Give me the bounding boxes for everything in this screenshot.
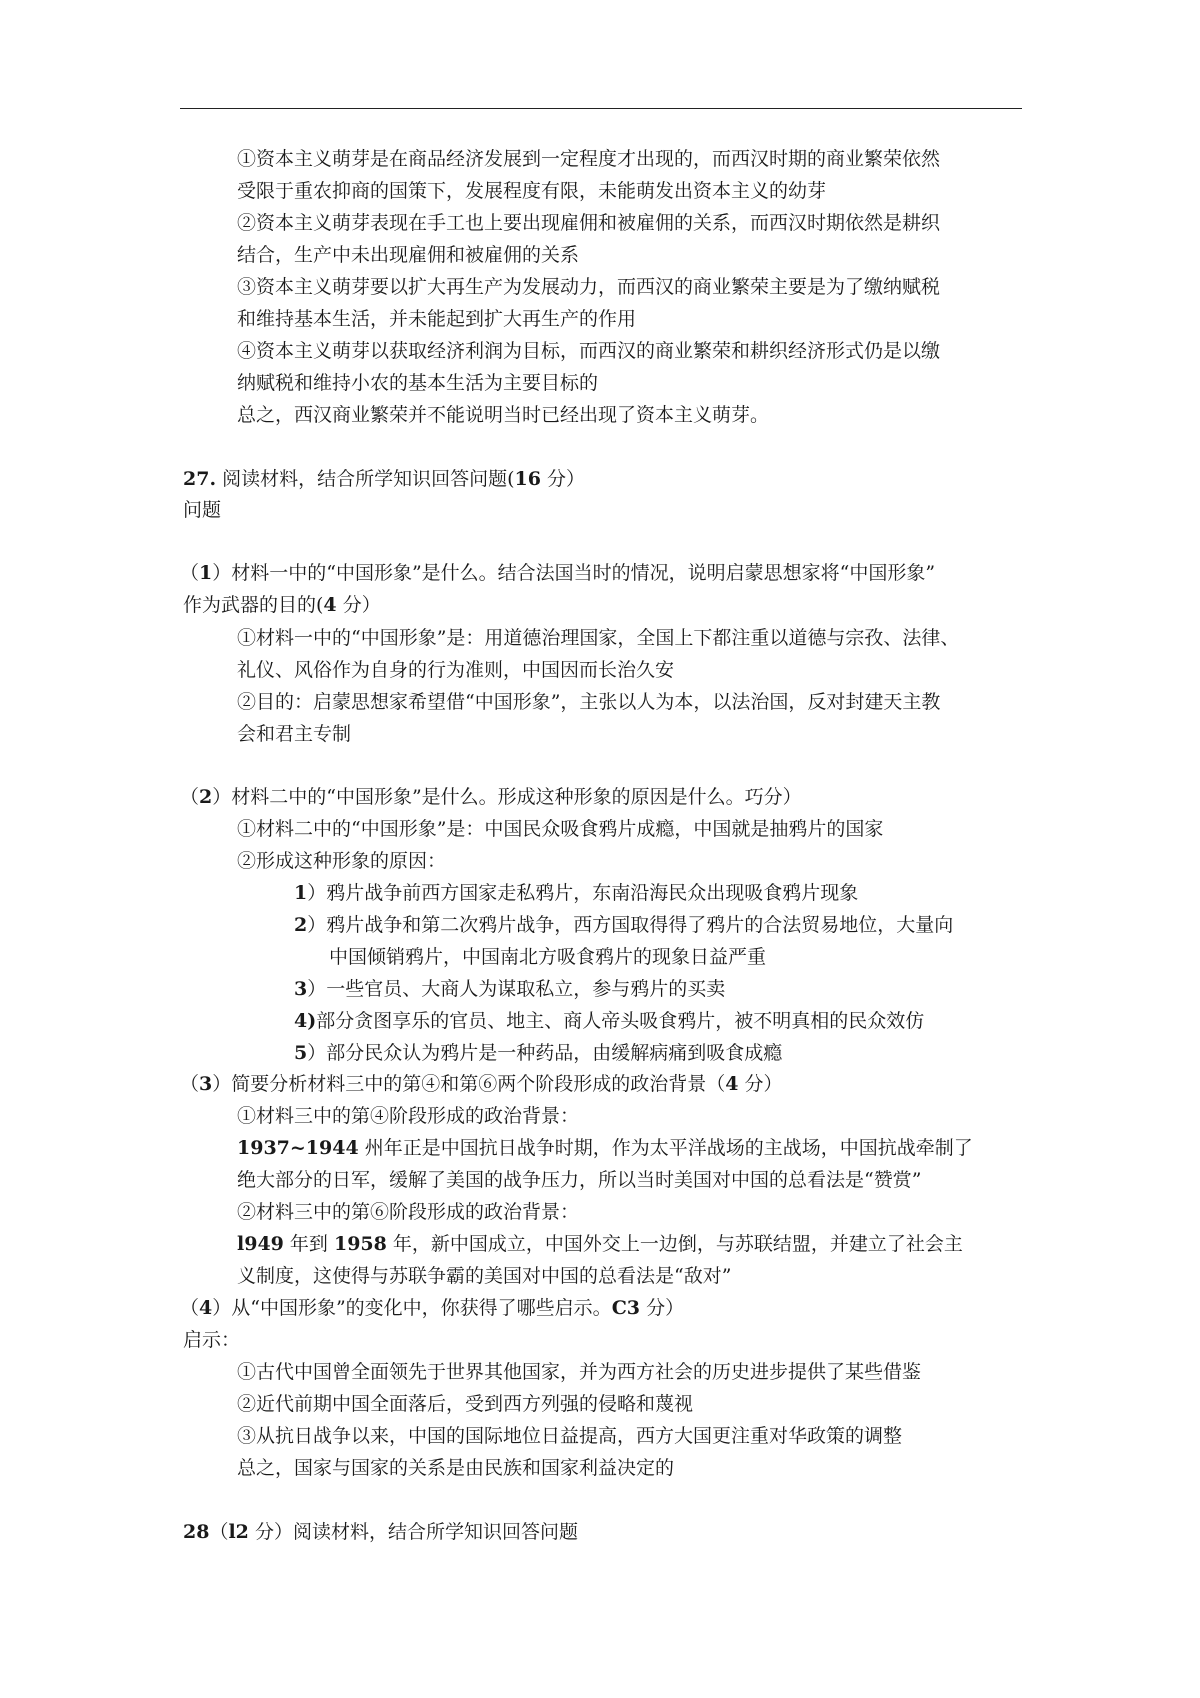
subquestion-text: 分） [640, 1297, 685, 1319]
paren-open: （ [180, 562, 200, 584]
reason-item [294, 880, 858, 906]
reason-text: ）鸦片战争前西方国家走私鸦片，东南沿海民众出现吸食鸦片现象 [307, 882, 859, 904]
answer-line: 受限于重农抑商的国策下，发展程度有限，未能萌发出资本主义的幼芽 [237, 180, 827, 202]
reason-item-cont: 中国倾销鸦片，中国南北方吸食鸦片的现象日益严重 [329, 946, 767, 968]
answer-line: ①材料三中的第④阶段形成的政治背景： [237, 1105, 580, 1127]
insights-label: 启示： [183, 1329, 241, 1351]
answer-line [237, 1135, 973, 1161]
reason-number: 4) [294, 1010, 317, 1032]
paren-open: （ [180, 786, 200, 808]
question-heading [183, 466, 585, 492]
year: 1958 [333, 1233, 387, 1255]
answer-line: 结合，生产中未出现雇佣和被雇佣的关系 [237, 244, 580, 266]
header-rule [180, 108, 1022, 109]
answer-line: ①古代中国曾全面领先于世界其他国家，并为西方社会的历史进步提供了某些借鉴 [237, 1361, 922, 1383]
answer-line: ④资本主义萌芽以获取经济利润为目标，而西汉的商业繁荣和耕织经济形式仍是以缴 [237, 340, 941, 362]
reason-item [294, 1040, 782, 1066]
question-title: 分）阅读材料，结合所学知识回答问题 [248, 1521, 578, 1543]
answer-line: 义制度，这使得与苏联争霸的美国对中国的总看法是“敌对” [237, 1265, 732, 1287]
answer-line: ①材料二中的“中国形象”是：中国民众吸食鸦片成瘾，中国就是抽鸦片的国家 [237, 818, 884, 840]
question-score: l2 [228, 1521, 249, 1543]
reason-number: 2 [294, 914, 308, 936]
answer-line: ②形成这种形象的原因： [237, 850, 447, 872]
answer-line: ②材料三中的第⑥阶段形成的政治背景： [237, 1201, 580, 1223]
question-number: 28 [183, 1521, 210, 1543]
reason-item [294, 912, 953, 938]
answer-line: ②资本主义萌芽表现在手工也上要出现雇佣和被雇佣的关系，而西汉时期依然是耕织 [237, 212, 941, 234]
paren-open: （ [209, 1521, 229, 1543]
answer-line: ①材料一中的“中国形象”是：用道德治理国家，全国上下都注重以道德与宗孜、法律、 [237, 627, 960, 649]
year: l949 [237, 1233, 284, 1255]
subquestion-score: 4 [725, 1073, 739, 1095]
answer-summary: 总之，西汉商业繁荣并不能说明当时已经出现了资本主义萌芽。 [237, 404, 770, 426]
reason-text: ）部分民众认为鸦片是一种药品，由缓解病痛到吸食成瘾 [307, 1042, 783, 1064]
answer-line: 会和君主专制 [237, 723, 352, 745]
answer-line: 纳赋税和维持小农的基本生活为主要目标的 [237, 372, 599, 394]
question-title: 阅读材料，结合所学知识回答问题( [216, 468, 515, 490]
answer-line: 礼仪、风俗作为自身的行为准则，中国因而长治久安 [237, 659, 675, 681]
reason-number: 5 [294, 1042, 308, 1064]
answer-line: ②目的：启蒙思想家希望借“中国形象”，主张以人为本，以法治国，反对封建天主教 [237, 691, 941, 713]
reason-item [294, 1008, 924, 1034]
question-subheading: 问题 [183, 499, 222, 521]
answer-text: 州年正是中国抗日战争时期，作为太平洋战场的主战场，中国抗战牵制了 [358, 1137, 973, 1159]
reason-number: 1 [294, 882, 308, 904]
subquestion-score: C3 [611, 1297, 641, 1319]
answer-line [237, 1231, 963, 1257]
paren-open: （ [180, 1073, 200, 1095]
subquestion-number: 4 [199, 1297, 213, 1319]
subquestion-text: 作为武器的目的( [183, 594, 324, 616]
reason-text: 部分贪图享乐的官员、地主、商人帝头吸食鸦片，被不明真相的民众效仿 [316, 1010, 925, 1032]
answer-line: ③资本主义萌芽要以扩大再生产为发展动力，而西汉的商业繁荣主要是为了缴纳赋税 [237, 276, 941, 298]
reason-item [294, 976, 725, 1002]
reason-text: ）鸦片战争和第二次鸦片战争，西方国取得得了鸦片的合法贸易地位，大量向 [307, 914, 954, 936]
reason-text: ）一些官员、大商人为谋取私立，参与鸦片的买卖 [307, 978, 726, 1000]
answer-line: ②近代前期中国全面落后，受到西方列强的侵略和蔑视 [237, 1393, 694, 1415]
subquestion-3 [180, 1071, 783, 1097]
answer-text: 年，新中国成立，中国外交上一边倒，与苏联结盟，并建立了社会主 [386, 1233, 963, 1255]
subquestion-text: 分） [336, 594, 381, 616]
answer-line: ①资本主义萌芽是在商品经济发展到一定程度才出现的，而西汉时期的商业繁荣依然 [237, 148, 941, 170]
answer-summary: 总之，国家与国家的关系是由民族和国家利益决定的 [237, 1457, 675, 1479]
answer-text: 年到 [283, 1233, 334, 1255]
subquestion-number: 2 [199, 786, 213, 808]
subquestion-text: ）材料二中的“中国形象”是什么。形成这种形象的原因是什么。巧分） [212, 786, 802, 808]
subquestion-text: 分） [738, 1073, 783, 1095]
subquestion-text: ）从“中国形象”的变化中，你获得了哪些启示。 [212, 1297, 612, 1319]
subquestion-1-cont [183, 592, 381, 618]
subquestion-score: 4 [323, 594, 337, 616]
year-range: 1937~1944 [237, 1137, 359, 1159]
reason-number: 3 [294, 978, 308, 1000]
subquestion-text: ）简要分析材料三中的第④和第⑥两个阶段形成的政治背景（ [212, 1073, 726, 1095]
subquestion-2 [180, 784, 802, 810]
answer-line: ③从抗日战争以来，中国的国际地位日益提高，西方大国更注重对华政策的调整 [237, 1425, 903, 1447]
question-heading [183, 1519, 578, 1545]
subquestion-1 [180, 560, 935, 586]
subquestion-number: 3 [199, 1073, 213, 1095]
subquestion-number: 1 [199, 562, 213, 584]
question-score: 16 [514, 468, 541, 490]
answer-line: 绝大部分的日军，缓解了美国的战争压力，所以当时美国对中国的总看法是“赞赏” [237, 1169, 922, 1191]
subquestion-4 [180, 1295, 684, 1321]
answer-line: 和维持基本生活，并未能起到扩大再生产的作用 [237, 308, 637, 330]
subquestion-text: ）材料一中的“中国形象”是什么。结合法国当时的情况，说明启蒙思想家将“中国形象” [212, 562, 936, 584]
question-number: 27. [183, 468, 217, 490]
question-title-end: 分） [540, 468, 586, 490]
paren-open: （ [180, 1297, 200, 1319]
